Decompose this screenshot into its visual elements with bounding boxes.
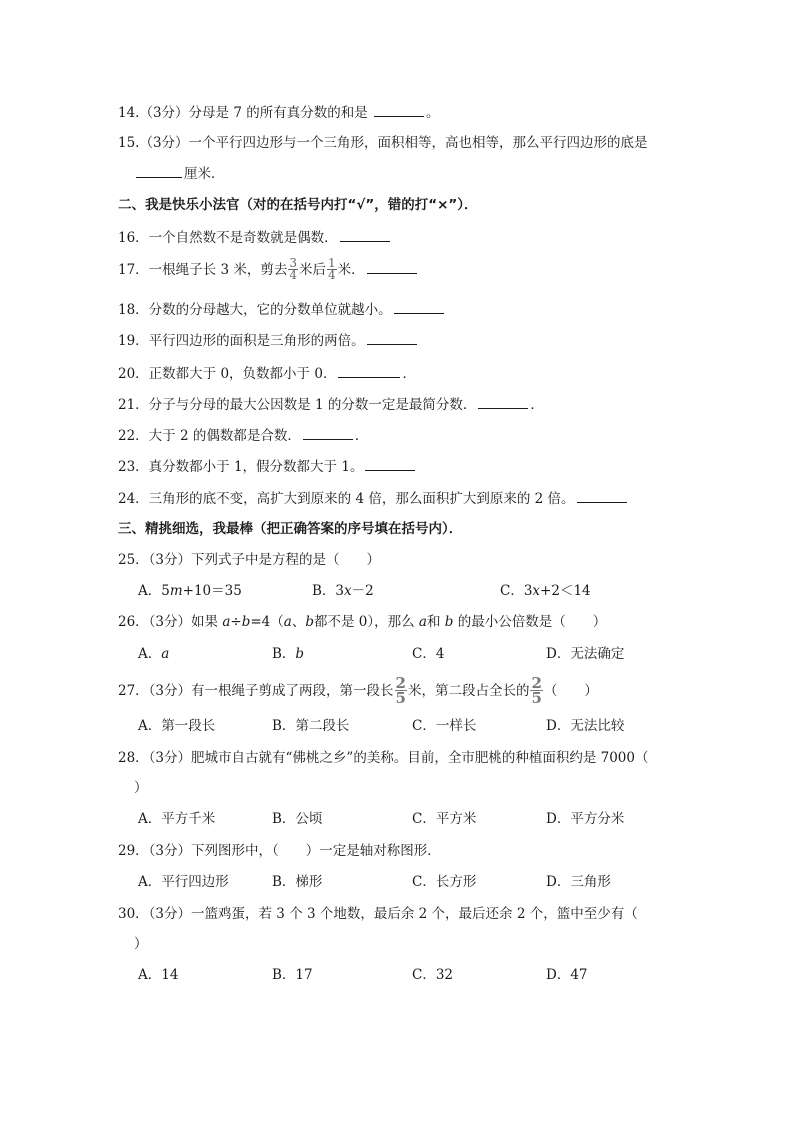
option-b[interactable]: B．3x－2 [312,583,374,599]
answer-blank[interactable] [374,102,424,117]
question-30: 30．（3分）一篮鸡蛋，若 3 个 3 个地数，最后余 2 个，最后还余 2 个，篮中至少有（ [118,906,638,922]
question-21: 21．分子与分母的最大公因数是 1 的分数一定是最简分数． ． [118,394,678,415]
question-29: 29．（3分）下列图形中，（ ）一定是轴对称图形． [118,843,441,859]
option-b[interactable]: B．梯形 [272,874,323,890]
answer-blank[interactable] [577,488,627,503]
fraction: $\frac{1}{4}$ [328,256,336,282]
option-c[interactable]: C．3x+2＜14 [500,583,591,599]
option-c[interactable]: C．平方米 [412,811,477,827]
option-a[interactable]: A．14 [138,967,179,983]
fraction: $\frac{2}{5}$ [531,674,542,707]
answer-blank[interactable] [367,330,417,345]
question-30-cont: ） [134,936,148,952]
option-b[interactable]: B．公顷 [272,811,323,827]
question-15: 15.（3分）一个平行四边形与一个三角形，面积相等，高也相等，那么平行四边形的底是 [118,135,648,151]
option-b[interactable]: B．b [272,646,305,662]
question-16: 16．一个自然数不是奇数就是偶数． [118,227,678,248]
answer-blank[interactable] [394,299,444,314]
option-d[interactable]: D．无法比较 [546,718,625,734]
option-d[interactable]: D．三角形 [546,874,611,890]
option-a[interactable]: A．第一段长 [138,718,216,734]
question-27: 27．（3分）有一根绳子剪成了两段，第一段长 $\frac{2}{5}$ 米，第二段占全长的 $\frac{2}{5}$ （ ） [118,674,598,707]
answer-blank[interactable] [365,456,415,471]
option-d[interactable]: D．无法确定 [546,646,625,662]
question-26: 26．（3分）如果 a÷b=4（a、b都不是 0），那么 a和 b 的最小公倍数是（ ） [118,614,607,630]
option-a[interactable]: A．平方千米 [138,811,216,827]
option-c[interactable]: C．32 [412,967,454,983]
question-22: 22．大于 2 的偶数都是合数． ． [118,425,678,446]
option-c[interactable]: C．长方形 [412,874,477,890]
option-c[interactable]: C．一样长 [412,718,477,734]
option-d[interactable]: D．47 [546,967,588,983]
question-28: 28．（3分）肥城市自古就有“佛桃之乡”的美称。目前，全市肥桃的种植面积约是 7000（ [118,750,649,766]
option-b[interactable]: B．17 [272,967,313,983]
option-a[interactable]: A．5m+10＝35 [138,583,242,599]
answer-blank[interactable] [340,227,390,242]
question-18: 18．分数的分母越大，它的分数单位就越小。 [118,299,678,320]
question-24: 24．三角形的底不变，高扩大到原来的 4 倍，那么面积扩大到原来的 2 倍。 [118,488,678,509]
section-2-heading: 二、我是快乐小法官（对的在括号内打“√”，错的打“×”）． [118,197,478,213]
section-3-heading: 三、精挑细选，我最棒（把正确答案的序号填在括号内）． [118,521,463,537]
answer-blank[interactable] [367,259,417,274]
option-c[interactable]: C．4 [412,646,445,662]
question-28-cont: ） [134,780,148,796]
question-17: 17．一根绳子长 3 米，剪去 $\frac{3}{4}$ 米后 $\frac{1}{4}$ 米． [118,259,678,282]
question-25: 25．（3分）下列式子中是方程的是（ ） [118,552,381,568]
fraction: $\frac{3}{4}$ [289,256,297,282]
question-15-cont: 厘米． [134,163,694,184]
question-20: 20．正数都大于 0，负数都小于 0． ． [118,363,678,384]
option-b[interactable]: B．第二段长 [272,718,350,734]
answer-blank[interactable] [136,163,182,178]
answer-blank[interactable] [478,394,528,409]
option-a[interactable]: A．a [138,646,170,662]
answer-blank[interactable] [303,425,353,440]
question-23: 23．真分数都小于 1，假分数都大于 1。 [118,456,678,477]
option-a[interactable]: A．平行四边形 [138,874,229,890]
fraction: $\frac{2}{5}$ [395,674,406,707]
option-d[interactable]: D．平方分米 [546,811,625,827]
question-14: 14.（3分）分母是 7 的所有真分数的和是 。 [118,102,678,123]
question-19: 19．平行四边形的面积是三角形的两倍。 [118,330,678,351]
answer-blank[interactable] [338,363,400,378]
